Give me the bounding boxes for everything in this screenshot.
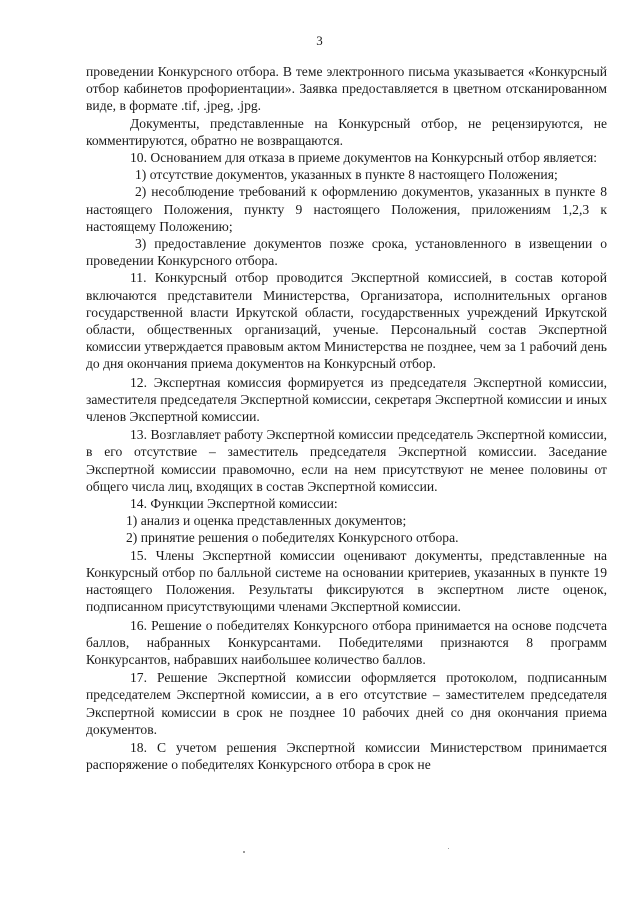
paragraph-continuation: проведении Конкурсного отбора. В теме электронного письма указывается «Конкурсный отбор кабинетов профориентации». Заявка предоставляется в цветном отсканированном виде, в формате .tif, .jpeg, .jpg. [86, 64, 607, 114]
paragraph-18: 18. С учетом решения Экспертной комиссии Министерством принимается распоряжение о победителях Конкурсного отбора в срок не [86, 739, 607, 773]
page-number: 3 [316, 33, 323, 48]
paragraph-13: 13. Возглавляет работу Экспертной комиссии председатель Экспертной комиссии, в его отсутствие – заместитель председателя Экспертной комиссии. Заседание Экспертной комиссии правомочно, если на нем присутствуют не менее половины от общего числа лиц, входящих в состав Экспертной комиссии. [86, 427, 607, 494]
paragraph-16: 16. Решение о победителях Конкурсного отбора принимается на основе подсчета баллов, набранных Конкурсантами. Победителями признаются 8 программ Конкурсантов, набравших наибольшее количество баллов. [86, 617, 607, 667]
document-body [86, 63, 607, 773]
list-item-14-2: 2) принятие решения о победителях Конкурсного отбора. [126, 530, 459, 546]
paragraph-12: 12. Экспертная комиссия формируется из председателя Экспертной комиссии, заместителя председателя Экспертной комиссии, секретаря Экспертной комиссии и иных членов Экспертной комиссии. [86, 374, 607, 425]
paragraph-10: 10. Основанием для отказа в приеме документов на Конкурсный отбор является: [130, 150, 598, 166]
list-item-14-1: 1) анализ и оценка представленных документов; [126, 513, 407, 529]
paragraph-14: 14. Функции Экспертной комиссии: [130, 496, 338, 512]
paragraph-15: 15. Члены Экспертной комиссии оценивают документы, представленные на Конкурсный отбор по балльной системе на основании критериев, указанных в пункте 19 настоящего Положения. Результаты фиксируются в экспертном листе оценок, подписанном присутствующими членами Экспертной комиссии. [86, 547, 607, 615]
paragraph-documents-note: Документы, представленные на Конкурсный отбор, не рецензируются, не комментируются, обратно не возвращаются. [86, 115, 607, 148]
list-item-10-2: 2) несоблюдение требований к оформлению документов, указанных в пункте 8 настоящего Положения, пункту 9 настоящего Положения, приложениям 1,2,3 к настоящему Положению; [86, 184, 607, 234]
scan-speck [243, 851, 245, 853]
list-item-10-3: 3) предоставление документов позже срока, установленного в извещении о проведении Конкурсного отбора. [86, 236, 607, 269]
scan-speck [448, 848, 449, 849]
paragraph-17: 17. Решение Экспертной комиссии оформляется протоколом, подписанным председателем Экспертной комиссии, а в его отсутствие – заместителем председателя Экспертной комиссии в срок не позднее 10 рабочих дней со дня окончания приема документов. [86, 670, 607, 737]
paragraph-11: 11. Конкурсный отбор проводится Экспертной комиссией, в состав которой включаются представители Министерства, Организатора, исполнительных органов государственной власти Иркутской области, государственных учреждений Иркутской области, общественных организаций, ученые. Персональный состав Экспертной комиссии утверждается правовым актом Министерства не позднее, чем за 1 рабочий день до дня окончания приема документов на Конкурсный отбор. [86, 270, 607, 372]
list-item-10-1: 1) отсутствие документов, указанных в пункте 8 настоящего Положения; [135, 167, 558, 183]
